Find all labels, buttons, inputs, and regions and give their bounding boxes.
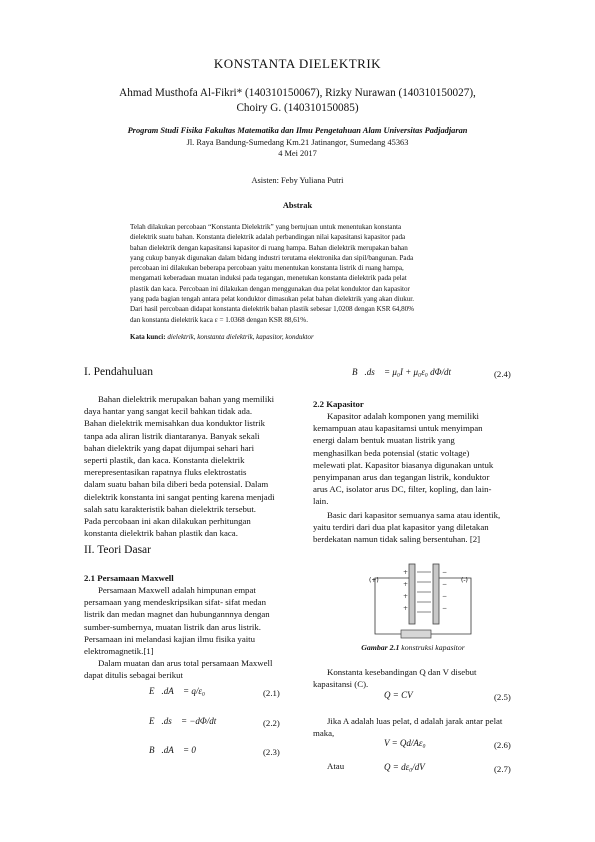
body-line: dapat ditulis sebagai berikut: [84, 670, 183, 681]
svg-text:+: +: [403, 593, 409, 600]
body-line: energi dalam bentuk muatan listrik yang: [313, 435, 455, 446]
affiliation: Program Studi Fisika Fakultas Matematika dan Ilmu Pengetahuan Alam Universitas Padjadjaran: [127, 126, 468, 135]
body-line: Persamaan ini melandasi kajian ilmu fisika yaitu: [84, 633, 256, 644]
authors-line-1: Ahmad Musthofa Al-Fikri* (140310150067), Rizky Nurawan (140310150027),: [119, 87, 476, 99]
keywords: [130, 333, 484, 341]
abstract-line: percobaan ini dilakukan beberapa percobaan yaitu menentukan konstanta listrik di ruang hampa,: [130, 264, 404, 273]
body-line: maka,: [313, 728, 335, 739]
svg-text:−: −: [442, 605, 448, 612]
body-line: konstanta dielektrik bahan plastik dan kaca.: [84, 528, 238, 539]
body-line: sumber-sumbernya, muatan listrik dan arus listrik.: [84, 621, 261, 632]
body-line: Pada percobaan ini akan dilakukan perhitungan: [84, 516, 251, 527]
right-plate: [433, 564, 439, 624]
figure-caption: [313, 643, 513, 652]
equation-2-7: Q = dε₀/dV: [384, 762, 425, 772]
svg-text:+: +: [403, 569, 409, 576]
section-2-title: II. Teori Dasar: [84, 544, 151, 556]
body-line: Bahan dielektrik memisahkan dua konduktor listrik: [84, 418, 266, 429]
abstract-line: mengamati keberadaan muatan induksi pada tegangan, menetukan konstanta dielektrik pada pelat: [130, 274, 407, 283]
authors: [60, 86, 535, 116]
svg-text:−: −: [442, 581, 448, 588]
subsection-2-2-body-b: [313, 509, 513, 546]
field-lines: [417, 572, 431, 612]
subsection-2-1-title: 2.1 Persamaan Maxwell: [84, 573, 174, 583]
equation-number: (2.7): [494, 764, 511, 774]
abstract-line: dan konstanta dielektrik kaca ε = 1.0368 dengan KSR 88,61%.: [130, 315, 308, 324]
paper-title: KONSTANTA DIELEKTRIK: [213, 56, 382, 71]
body-line: menghasilkan beda potensial (static voltage): [313, 447, 470, 458]
body-line: kapasitansi (C).: [313, 679, 369, 690]
svg-text:+: +: [403, 605, 409, 612]
equation-number: (2.2): [263, 718, 280, 728]
body-line: berdekatan namun tidak saling bersentuhan. [2]: [313, 534, 481, 545]
capacitor-figure: [367, 558, 479, 640]
abstract-line: plastik dan kaca. Percobaan ini dilakukan dengan menggunakan dua pelat konduktor dan kapasitor: [130, 284, 410, 293]
address: Jl. Raya Bandung-Sumedang Km.21 Jatinangor, Sumedang 45363: [186, 137, 409, 147]
body-line: Jika A adalah luas pelat, d adalah jarak antar pelat: [327, 716, 503, 726]
body-line: dalam suatu bahan bila diberi beda potensial. Dalam: [84, 479, 269, 490]
positive-terminal-label: (+): [369, 577, 379, 584]
body-line: Bahan dielektrik merupakan bahan yang memiliki: [98, 394, 275, 404]
abstract-line: yang pada bagian tengah antara pelat konduktor dimasukan pelat bahan dielektrik yang akan diukur.: [130, 295, 415, 304]
keywords-list: dielektrik, konstanta dielektrik, kapasitor, konduktor: [167, 333, 314, 341]
abstract-line: Dari hasil percobaan didapat konstanta dielektrik bahan plastik sebesar 1,0208 dengan KSR 64,80%: [130, 305, 415, 314]
equation-2-5: Q = CV: [384, 690, 413, 700]
body-line: seperti plastik, dan kaca. Konstanta dielektrik: [84, 455, 245, 466]
area-text: [313, 715, 528, 739]
equation-2-2: ∮E⃗.ds⃗ = −dΦ/dt: [142, 716, 217, 726]
authors-line-2: Choiry G. (140310150085): [236, 102, 359, 114]
abstract-line: yang cukup banyak digunakan dalam bidang industri terutama elektronika dan sipil/bangunan. Pada: [130, 253, 414, 262]
body-line: Atau: [327, 761, 345, 771]
body-line: yaitu terdiri dari dua plat kapasitor yang diletakan: [313, 522, 489, 533]
body-line: dielektrik konstanta ini sangat penting karena menjadi: [84, 491, 275, 502]
section-1-title: I. Pendahuluan: [84, 366, 153, 378]
body-line: kemampuan atau kapasitamsi untuk menyimpan: [313, 423, 483, 434]
section-1-body: [84, 393, 297, 539]
subsection-2-2-body: [313, 410, 513, 508]
svg-text:−: −: [442, 593, 448, 600]
svg-text:−: −: [442, 569, 448, 576]
body-line: salah satu karakteristik bahan dielektrik tersebut.: [84, 503, 256, 514]
body-line: merepresentasikan rapatnya fluks elektrostatis: [84, 467, 247, 478]
body-line: bahan dielektrik yang dapat dijumpai sehari hari: [84, 442, 255, 453]
equation-2-6: V = Qd/Aε₀: [384, 738, 426, 748]
assistant: Asisten: Feby Yuliana Putri: [251, 176, 344, 185]
abstract-line: bahan dielektrik dengan kapasitansi kapasitor di ruang hampa. Bahan dielektrik merupakan bahan: [130, 243, 408, 252]
equation-number: (2.3): [263, 747, 280, 757]
negative-terminal-label: (-): [461, 577, 468, 584]
body-line: melewati plat. Kapasitor biasanya digunakan untuk: [313, 459, 494, 470]
figure-caption-text: konstruksi kapasitor: [399, 643, 465, 652]
body-line: daya hantar yang sangat kecil bahkan tidak ada.: [84, 406, 253, 417]
equation-number: (2.1): [263, 688, 280, 698]
date: 4 Mei 2017: [278, 149, 317, 158]
body-line: Basic dari kapasitor semuanya sama atau identik,: [327, 510, 501, 520]
figure-caption-label: Gambar 2.1: [361, 643, 400, 652]
body-line: arus AC, isolator arus DC, filter, kopling, dan lain-: [313, 484, 492, 495]
equation-number: (2.5): [494, 692, 511, 702]
abstract-heading: Abstrak: [282, 201, 313, 210]
body-line: penyimpanan arus dan tegangan listrik, konduktor: [313, 472, 490, 483]
subsection-2-2-title: 2.2 Kapasitor: [313, 399, 364, 409]
after-figure-text: [313, 666, 513, 690]
abstract-line: dielektrik suatu bahan. Konstanta dielektrik adalah perbandingan nilai kapasitansi kapasitor pada: [130, 233, 406, 242]
keywords-label: Kata kunci:: [130, 333, 166, 341]
body-line: Konstanta kesebandingan Q dan V disebut: [327, 667, 477, 677]
battery: [401, 630, 431, 638]
subsection-2-1-body: [84, 584, 297, 682]
abstract-line: Telah dilakukan percobaan “Konstanta Dielektrik” yang bertujuan untuk menentukan konstanta: [130, 223, 402, 231]
equation-number: (2.6): [494, 740, 511, 750]
left-plate: [409, 564, 415, 624]
body-line: listrik dan medan magnet dan hubungannnya dengan: [84, 609, 270, 620]
equation-2-3: ∮B⃗.dA⃗ = 0: [142, 745, 196, 755]
body-line: lain.: [313, 496, 329, 507]
abstract-body: [130, 222, 484, 325]
body-line: tanpa ada aliran listrik diantaranya. Banyak sekali: [84, 430, 260, 441]
affiliation-block: [60, 125, 535, 160]
body-line: elektromagnetik.[1]: [84, 646, 154, 657]
equation-2-1: ∮E⃗.dA⃗ = q/ε₀: [142, 686, 205, 696]
equation-number: (2.4): [494, 369, 511, 379]
equation-2-4: ∮B⃗.ds⃗ = μ₀I + μ₀ε₀ dΦ/dt: [345, 367, 451, 377]
body-line: Dalam muatan dan arus total persamaan Maxwell: [98, 658, 273, 669]
body-line: Persamaan Maxwell adalah himpunan empat: [98, 585, 256, 595]
svg-text:+: +: [403, 581, 409, 588]
body-line: Kapasitor adalah komponen yang memiliki: [327, 411, 479, 421]
body-line: persamaan yang mendeskripsikan sifat- sifat medan: [84, 597, 266, 608]
